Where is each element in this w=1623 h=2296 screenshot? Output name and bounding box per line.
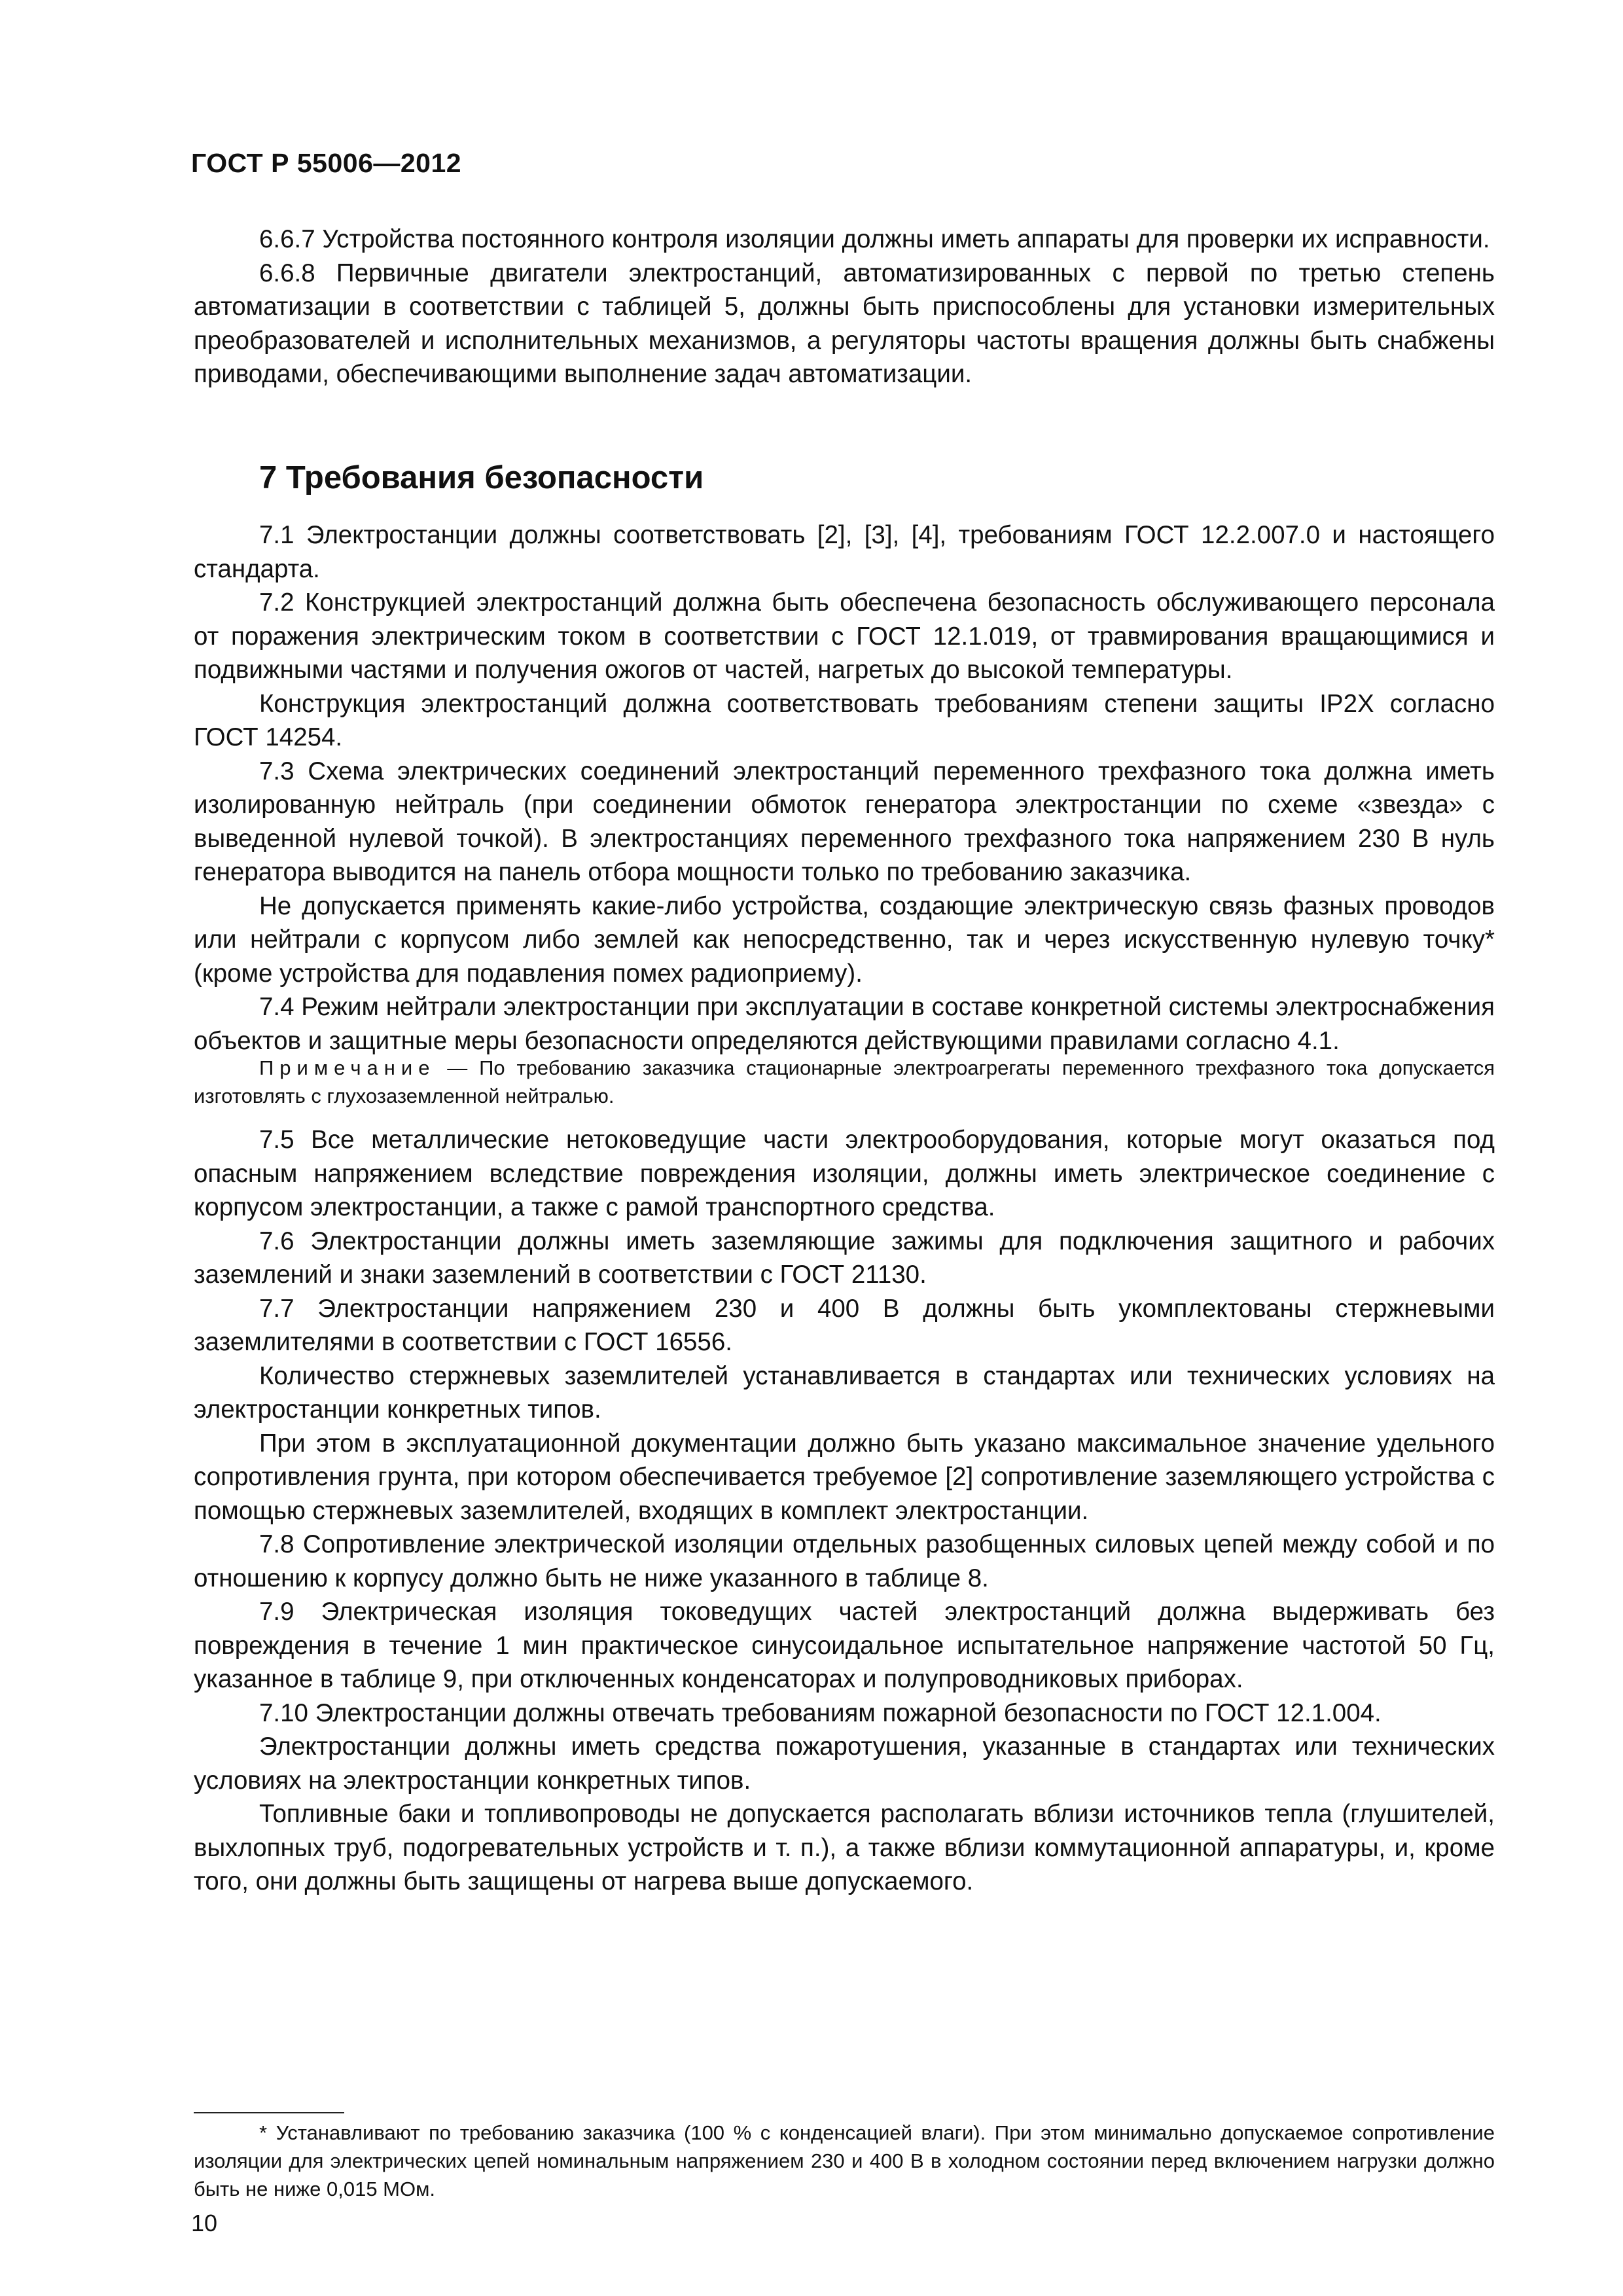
- paragraph-7-10: 7.10 Электростанции должны отвечать требованиям пожарной безопасности по ГОСТ 12.1.004.: [259, 1698, 1382, 1727]
- section-heading: 7 Требования безопасности: [259, 460, 704, 495]
- paragraph-7-3: 7.3 Схема электрических соединений электростанций переменного трехфазного тока должна иметь изолированную нейтраль (при соединении обмоток генератора электростанции по схеме «звезда» с выведенной нулевой точкой). В электростанциях переменного трехфазного тока напряжением 230 В нуль генератора выводится на панель отбора мощности только по требованию заказчика.: [194, 757, 1495, 886]
- paragraph-7-6: 7.6 Электростанции должны иметь заземляющие зажимы для подключения защитного и рабочих заземлений и знаки заземлений в соответствии с ГОСТ 21130.: [194, 1227, 1495, 1289]
- paragraph-7-1: 7.1 Электростанции должны соответствовать [2], [3], [4], требованиям ГОСТ 12.2.007.0 и настоящего стандарта.: [194, 521, 1495, 583]
- section-6-6-continuation: [194, 223, 1495, 391]
- paragraph-7-7-continued: Количество стержневых заземлителей устанавливается в стандартах или технических условиях на электростанции конкретных типов.: [194, 1361, 1495, 1424]
- footnote: * Устанавливают по требованию заказчика (100 % с конденсацией влаги). При этом минимально допускаемое сопротивление изоляции для электрических цепей номинальным напряжением 230 и 400 В в холодном состоянии перед включением нагрузки должно быть не ниже 0,015 МОм.: [194, 2121, 1495, 2200]
- section-7-part-1: [194, 518, 1495, 1058]
- paragraph-7-7-documentation: При этом в эксплуатационной документации должно быть указано максимальное значение удельного сопротивления грунта, при котором обеспечивается требуемое [2] сопротивление заземляющего устройства с помощью стержневых заземлителей, входящих в комплект электростанции.: [194, 1429, 1495, 1525]
- paragraph-7-9: 7.9 Электрическая изоляция токоведущих частей электростанций должна выдерживать без повреждения в течение 1 мин практическое синусоидальное испытательное напряжение частотой 50 Гц, указанное в таблице 9, при отключенных конденсаторах и полупроводниковых приборах.: [194, 1598, 1495, 1693]
- document-code: ГОСТ Р 55006—2012: [191, 148, 462, 178]
- paragraph-7-4: 7.4 Режим нейтрали электростанции при эксплуатации в составе конкретной системы электроснабжения объектов и защитные меры безопасности определяются действующими правилами согласно 4.1.: [194, 993, 1495, 1055]
- paragraph-7-2-continued: Конструкция электростанций должна соответствовать требованиям степени защиты IP2X согласно ГОСТ 14254.: [194, 689, 1495, 751]
- section-7-part-2: [194, 1123, 1495, 1899]
- page-number: 10: [191, 2210, 218, 2236]
- note-text: — По требованию заказчика стационарные электроагрегаты переменного трехфазного тока допускается изготовлять с глухозаземленной нейтралью.: [194, 1056, 1495, 1107]
- paragraph-7-10-fuel: Топливные баки и топливопроводы не допускается располагать вблизи источников тепла (глушителей, выхлопных труб, подогревательных устройств и т. п.), а также вблизи коммутационной аппаратуры, и, кроме того, они должны быть защищены от нагрева выше допускаемого.: [194, 1800, 1495, 1895]
- paragraph-7-7: 7.7 Электростанции напряжением 230 и 400 В должны быть укомплектованы стержневыми заземлителями в соответствии с ГОСТ 16556.: [194, 1294, 1495, 1356]
- note: [194, 1054, 1495, 1110]
- note-label: Примечание: [259, 1056, 436, 1079]
- paragraph-7-3-continued: Не допускается применять какие-либо устройства, создающие электрическую связь фазных проводов или нейтрали с корпусом либо землей как непосредственно, так и через искусственную нулевую точку* (кроме устройства для подавления помех радиоприему).: [194, 891, 1495, 988]
- paragraph-6-6-8: 6.6.8 Первичные двигатели электростанций, автоматизированных с первой по третью степень автоматизации в соответствии с таблицей 5, должны быть приспособлены для установки измерительных преобразователей и исполнительных механизмов, а регуляторы частоты вращения должны быть снабжены приводами, обеспечивающими выполнение задач автоматизации.: [194, 259, 1495, 388]
- footnote-divider: [194, 2112, 344, 2113]
- paragraph-7-8: 7.8 Сопротивление электрической изоляции отдельных разобщенных силовых цепей между собой и по отношению к корпусу должно быть не ниже указанного в таблице 8.: [194, 1530, 1495, 1592]
- paragraph-7-10-continued: Электростанции должны иметь средства пожаротушения, указанные в стандартах или технических условиях на электростанции конкретных типов.: [194, 1732, 1495, 1795]
- paragraph-7-5: 7.5 Все металлические нетоковедущие части электрооборудования, которые могут оказаться под опасным напряжением вследствие повреждения изоляции, должны иметь электрическое соединение с корпусом электростанции, а также с рамой транспортного средства.: [194, 1126, 1495, 1221]
- paragraph-6-6-7: 6.6.7 Устройства постоянного контроля изоляции должны иметь аппараты для проверки их исправности.: [259, 225, 1490, 253]
- paragraph-7-2: 7.2 Конструкцией электростанций должна быть обеспечена безопасность обслуживающего персонала от поражения электрическим током в соответствии с ГОСТ 12.1.019, от травмирования вращающимися и подвижными частями и получения ожогов от частей, нагретых до высокой температуры.: [194, 588, 1495, 684]
